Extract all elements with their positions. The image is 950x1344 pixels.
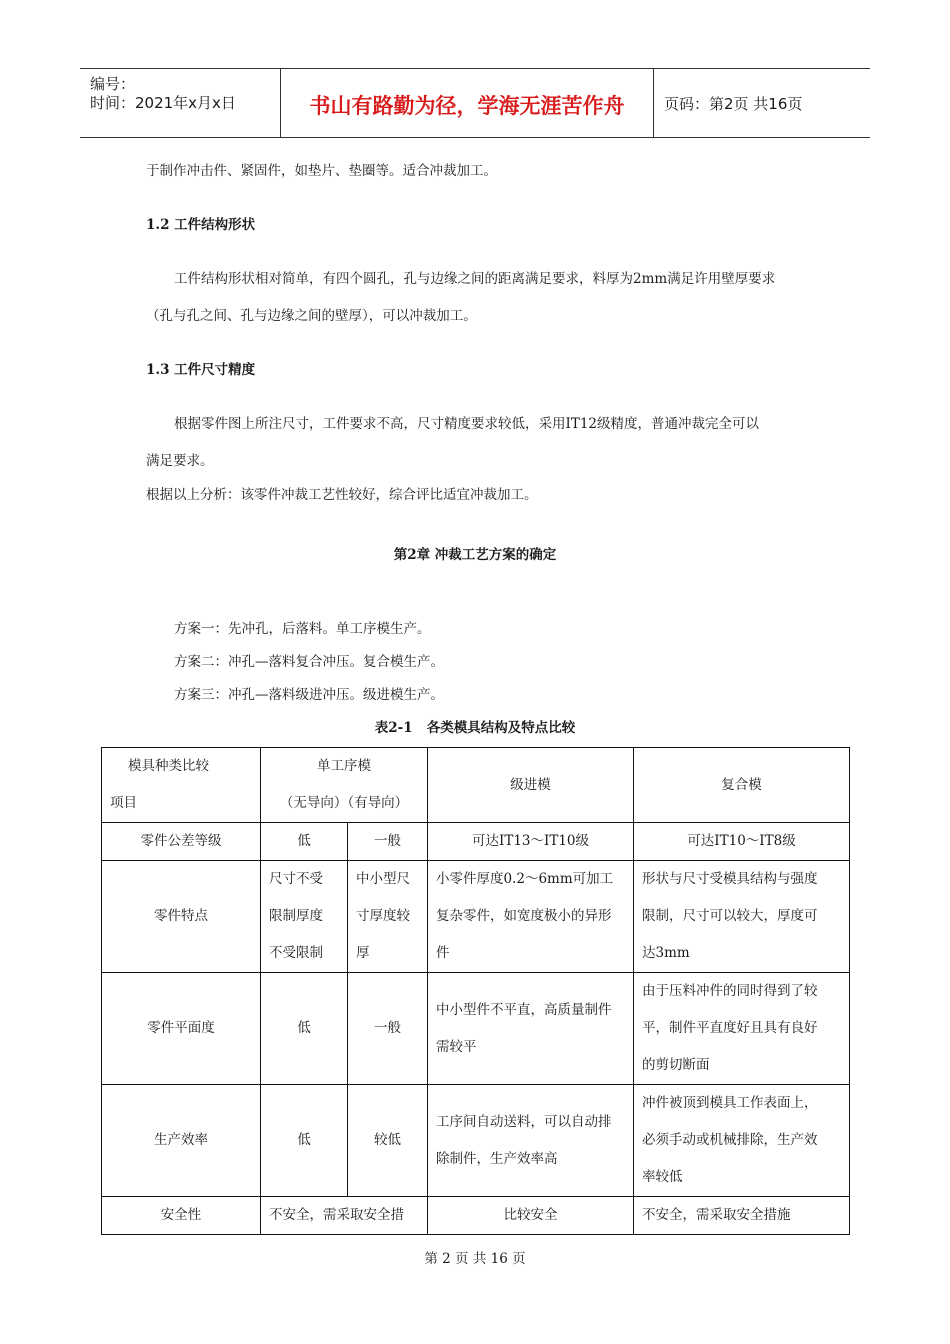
header-guide-text: （无导向）（有导向） xyxy=(279,795,409,811)
header-meta-cell xyxy=(80,69,281,137)
cell-compound xyxy=(634,861,850,973)
cell-line: 必须手动或机械排除，生产效 xyxy=(642,1132,818,1148)
cell-compound xyxy=(634,973,850,1085)
table-row xyxy=(102,973,850,1085)
doc-number-label: 编号： xyxy=(90,75,136,93)
paragraph-1-3-line1: 根据零件图上所注尺寸，工件要求不高，尺寸精度要求较低，采用IT12级精度，普通冲裁完全可以 xyxy=(174,416,760,432)
cell-progressive xyxy=(428,973,634,1085)
plan-three: 方案三：冲孔—落料级进冲压。级进模生产。 xyxy=(174,687,444,703)
cell-progressive: 比较安全 xyxy=(428,1197,634,1235)
cell-guided: 一般 xyxy=(348,823,428,861)
die-comparison-table xyxy=(101,747,850,1235)
plan-one: 方案一：先冲孔，后落料。单工序模生产。 xyxy=(174,621,431,637)
cell-line: 限制厚度 xyxy=(269,908,323,924)
paragraph-1-2-line1: 工件结构形状相对简单，有四个圆孔，孔与边缘之间的距离满足要求，料厚为2mm满足许用壁厚要求 xyxy=(174,271,776,287)
header-cell-item-type xyxy=(102,748,261,823)
table-header-row xyxy=(102,748,850,823)
cell-line: 除制件，生产效率高 xyxy=(436,1150,558,1167)
cell-line: 率较低 xyxy=(642,1169,683,1185)
header-cell-single-die xyxy=(261,748,428,823)
page-footer: 第 2 页 共 16 页 xyxy=(424,1251,526,1267)
paragraph-1-3-line2: 满足要求。 xyxy=(146,453,214,469)
cell-compound xyxy=(634,1085,850,1197)
header-cell-progressive: 级进模 xyxy=(428,748,634,823)
cell-line: 不受限制 xyxy=(269,945,323,961)
row-item-label: 生产效率 xyxy=(102,1085,261,1197)
cell-line: 中小型尺 xyxy=(356,871,410,887)
row-item-label: 零件公差等级 xyxy=(102,823,261,861)
cell-progressive xyxy=(428,1085,634,1197)
cell-no-guide: 低 xyxy=(261,1085,348,1197)
cell-line: 件 xyxy=(436,945,450,961)
page-indicator: 页码：第2页 共16页 xyxy=(664,95,803,113)
cell-line: 冲件被顶到模具工作表面上， xyxy=(642,1095,818,1111)
header-type-text: 模具种类比较 xyxy=(128,758,209,774)
cell-line: 达3mm xyxy=(642,945,690,961)
table-row xyxy=(102,861,850,973)
cell-line: 尺寸不受 xyxy=(269,871,323,887)
table-caption: 表2-1 各类模具结构及特点比较 xyxy=(374,720,576,736)
cell-line: 需较平 xyxy=(436,1038,477,1055)
cell-line: 形状与尺寸受模具结构与强度 xyxy=(642,871,818,887)
header-motto-cell xyxy=(281,69,654,137)
section-heading-1-2: 1.2 工件结构形状 xyxy=(146,217,256,233)
table-row xyxy=(102,823,850,861)
chapter-title: 第2章 冲裁工艺方案的确定 xyxy=(393,547,557,563)
motto-text: 书山有路勤为径，学海无涯苦作舟 xyxy=(309,94,625,118)
summary-paragraph: 根据以上分析：该零件冲裁工艺性较好，综合评比适宜冲裁加工。 xyxy=(146,487,538,503)
cell-single-die: 不安全，需采取安全措 xyxy=(261,1197,428,1235)
cell-line: 限制，尺寸可以较大，厚度可 xyxy=(642,908,818,924)
table-row xyxy=(102,1197,850,1235)
cell-line: 寸厚度较 xyxy=(356,908,410,924)
page-header xyxy=(80,68,870,138)
cell-line: 厚 xyxy=(356,945,370,961)
cell-line: 由于压料冲件的同时得到了较 xyxy=(642,983,818,999)
row-item-label: 零件特点 xyxy=(102,861,261,973)
header-single-text: 单工序模 xyxy=(317,758,371,774)
header-cell-compound: 复合模 xyxy=(634,748,850,823)
paragraph-1-2-line2: （孔与孔之间、孔与边缘之间的壁厚），可以冲裁加工。 xyxy=(146,308,477,324)
cell-no-guide: 低 xyxy=(261,823,348,861)
cell-no-guide xyxy=(261,861,348,973)
section-heading-1-3: 1.3 工件尺寸精度 xyxy=(146,362,256,378)
cell-guided xyxy=(348,861,428,973)
cell-line: 小零件厚度0.2～6mm可加工 xyxy=(436,871,614,887)
doc-date: 时间：2021年x月x日 xyxy=(90,94,236,112)
header-page-cell xyxy=(654,69,870,137)
cell-compound: 可达IT10～IT8级 xyxy=(634,823,850,861)
cell-no-guide: 低 xyxy=(261,973,348,1085)
cell-guided: 较低 xyxy=(348,1085,428,1197)
row-item-label: 零件平面度 xyxy=(102,973,261,1085)
row-item-label: 安全性 xyxy=(102,1197,261,1235)
cell-line: 中小型件不平直，高质量制件 xyxy=(436,1001,612,1018)
cell-line: 平，制件平直度好且具有良好 xyxy=(642,1020,818,1036)
cell-progressive: 可达IT13～IT10级 xyxy=(428,823,634,861)
cell-line: 复杂零件，如宽度极小的异形 xyxy=(436,908,612,924)
cell-progressive xyxy=(428,861,634,973)
cell-compound: 不安全，需采取安全措施 xyxy=(634,1197,850,1235)
table-row xyxy=(102,1085,850,1197)
plan-two: 方案二：冲孔—落料复合冲压。复合模生产。 xyxy=(174,654,444,670)
intro-line: 于制作冲击件、紧固件，如垫片、垫圈等。适合冲裁加工。 xyxy=(146,163,497,179)
cell-line: 的剪切断面 xyxy=(642,1057,710,1073)
cell-guided: 一般 xyxy=(348,973,428,1085)
header-item-text: 项目 xyxy=(110,795,137,811)
cell-line: 工序间自动送料，可以自动排 xyxy=(436,1113,612,1130)
